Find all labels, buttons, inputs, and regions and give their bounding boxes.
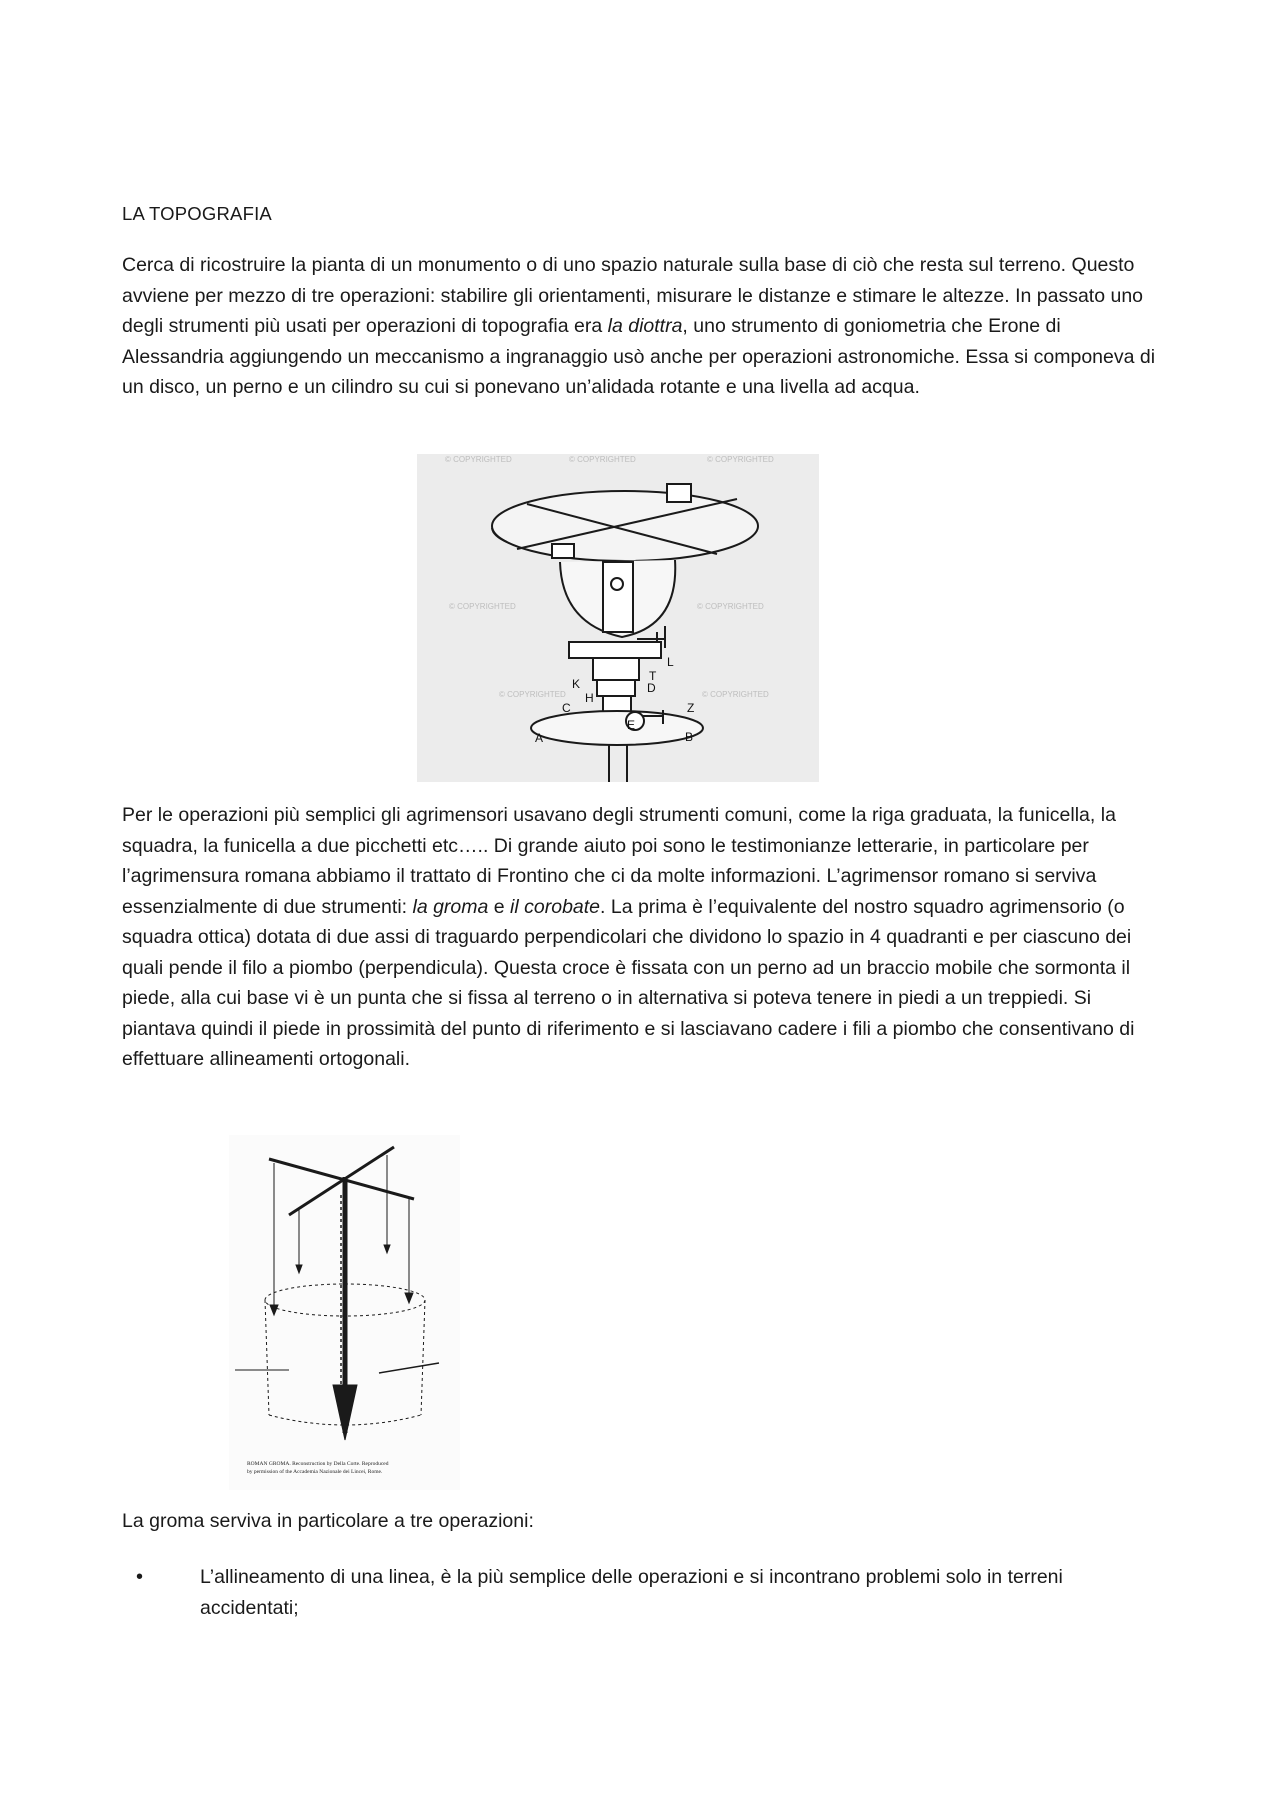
figure-caption: ROMAN GROMA. Reconstruction by Della Corte. Reproduced [247, 1461, 389, 1467]
figure-caption: by permission of the Accademia Nazionale dei Lincei, Rome. [247, 1469, 383, 1475]
groma-figure [229, 1135, 460, 1490]
text-span: , uno strumento di goniometria che Erone di Alessandria aggiungendo un meccanismo a ingranaggio usò anche per operazioni astronomiche. Essa si componeva di un disco, un perno e un cilindro su cui si ponevano un’alidada rotante e una livella ad acqua. [122, 315, 1156, 398]
part-label: H [585, 691, 594, 705]
part-label: K [572, 677, 581, 691]
paragraph-diottra [122, 250, 1162, 403]
italic-term: il corobate [510, 895, 601, 918]
watermark: © COPYRIGHTED [499, 690, 566, 699]
page-title: LA TOPOGRAFIA [122, 203, 272, 224]
text-span: Per le operazioni più semplici gli agrimensori usavano degli strumenti comuni, come la riga graduata, la funicella, la squadra, la funicella a due picchetti etc….. Di grande aiuto poi sono le testimonianze letterarie, in particolare per l’agrimensura romana abbiamo il trattato di Frontino che ci da molte informazioni. L’agrimensor romano si serviva essenzialmente di due strumenti: [122, 804, 1116, 918]
part-label: L [667, 655, 674, 669]
operations-list [122, 1562, 1162, 1624]
italic-term: la groma [412, 895, 489, 918]
part-label: E [627, 718, 636, 732]
watermark: © COPYRIGHTED [445, 455, 512, 464]
text-span: . La prima è l’equivalente del nostro squadro agrimensorio (o squadra ottica) dotata di due assi di traguardo perpendicolari che dividono lo spazio in 4 quadranti e per ciascuno dei quali pende il filo a piombo (perpendicula). Questa croce è fissata con un perno ad un braccio mobile che sormonta il piede, alla cui base vi è un punta che si fissa al terreno o in alternativa si poteva tenere in piedi a un treppiedi. Si piantava quindi il piede in prossimità del punto di riferimento e si lasciavano cadere i fili a piombo che consentivano di effettuare allineamenti ortogonali. [122, 895, 1135, 1070]
diottra-figure [417, 454, 819, 782]
text-span: e [488, 895, 511, 918]
watermark: © COPYRIGHTED [449, 602, 516, 611]
list-item-text: L’allineamento di una linea, è la più semplice delle operazioni e si incontrano problemi solo in terreni accidentati; [200, 1566, 1063, 1619]
paragraph-intro-list: La groma serviva in particolare a tre operazioni: [122, 1510, 534, 1532]
watermark: © COPYRIGHTED [707, 455, 774, 464]
italic-term: la diottra [607, 315, 683, 337]
diottra-drawing [417, 454, 819, 782]
watermark: © COPYRIGHTED [569, 455, 636, 464]
bullet-marker: • [136, 1566, 144, 1588]
paragraph-groma [122, 800, 1162, 1075]
part-label: A [535, 731, 544, 745]
part-label: C [562, 701, 571, 715]
list-item [122, 1562, 1162, 1624]
part-label: Z [687, 701, 695, 715]
groma-drawing [229, 1135, 460, 1490]
watermark: © COPYRIGHTED [697, 602, 764, 611]
text-span: Cerca di ricostruire la pianta di un monumento o di uno spazio naturale sulla base di ciò che resta sul terreno. Questo avviene per mezzo di tre operazioni: stabilire gli orientamenti, misurare le distanze e stimare le altezze. In passato uno degli strumenti più usati per operazioni di topografia era [122, 254, 1144, 337]
watermark: © COPYRIGHTED [702, 690, 769, 699]
part-label: D [647, 681, 656, 695]
part-label: T [649, 669, 657, 683]
part-label: B [685, 730, 694, 744]
